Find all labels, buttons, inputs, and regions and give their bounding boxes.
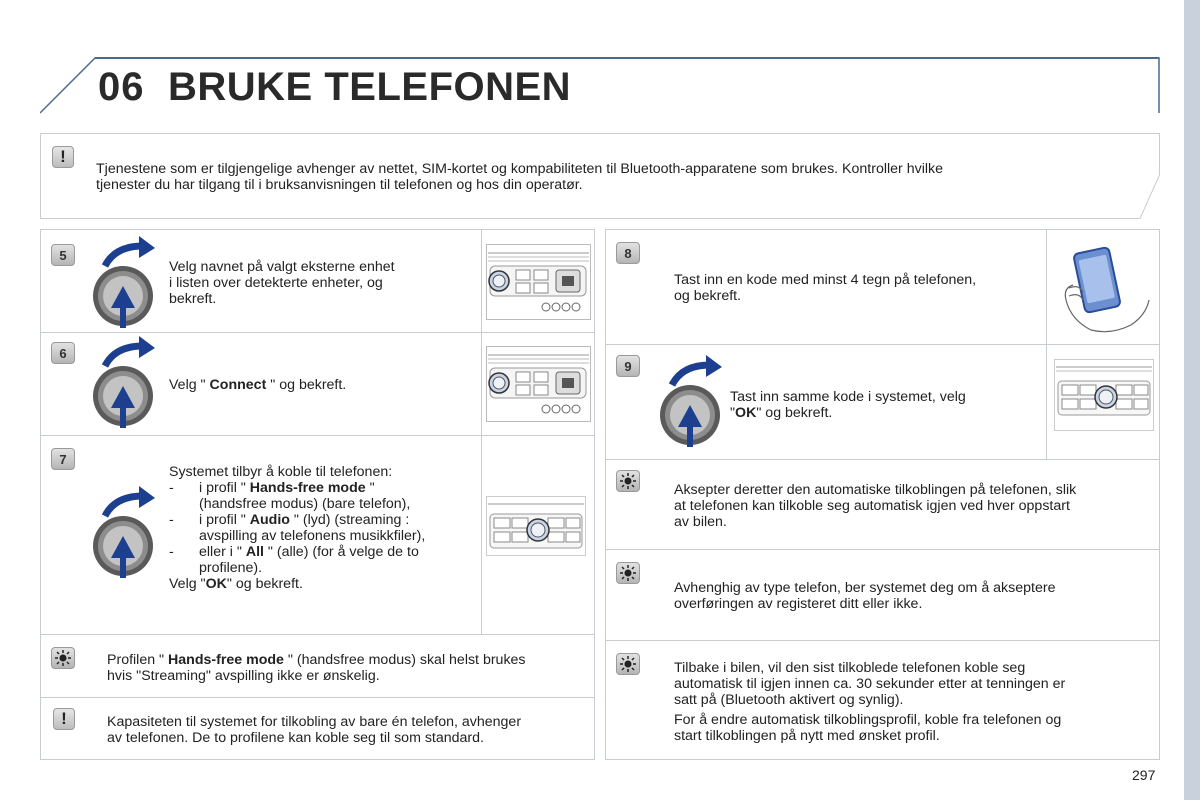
phone-in-hand-icon <box>1061 240 1156 335</box>
radio-panel-icon <box>486 496 586 556</box>
rotary-knob-icon <box>93 486 163 581</box>
sun-tip-icon <box>616 562 640 584</box>
step-5-text: Velg navnet på valgt eksterne enhet i listen over detekterte enheter, og bekreft. <box>169 259 395 307</box>
step-5-divider <box>481 230 482 332</box>
sun-tip-glyph <box>620 473 636 489</box>
step-number-5: 5 <box>51 244 75 266</box>
step-9-text: Tast inn samme kode i systemet, velg "OK" og bekreft. <box>730 389 966 421</box>
step-number-8: 8 <box>616 242 640 264</box>
rotary-knob-icon <box>93 336 163 431</box>
step-8-divider <box>1046 230 1047 344</box>
exclamation-icon: ! <box>52 146 74 168</box>
profile-tip-box <box>40 634 595 698</box>
list-item: - i profil " Audio " (lyd) (streaming : avspilling av telefonens musikkfiler), <box>169 512 426 544</box>
step-7-divider <box>481 436 482 634</box>
radio-panel-icon <box>1054 359 1154 431</box>
rotary-knob-icon <box>660 355 730 450</box>
tip-register-box <box>605 549 1160 641</box>
step-number-6: 6 <box>51 342 75 364</box>
step-7-box <box>40 435 595 635</box>
sun-tip-icon <box>51 647 75 669</box>
step-9-box <box>605 344 1160 460</box>
capacity-note-text: Kapasiteten til systemet for tilkobling av bare én telefon, avhenger av telefonen. De to profilene kan koble seg til som standard. <box>107 714 522 746</box>
step-6-box <box>40 332 595 436</box>
exclamation-icon: ! <box>53 708 75 730</box>
capacity-note-box <box>40 697 595 760</box>
tip-register-text: Avhenghig av type telefon, ber systemet deg om å akseptere overføringen av registeret ditt eller ikke. <box>674 580 1056 612</box>
chapter-title: BRUKE TELEFONEN <box>168 65 572 109</box>
chapter-number: 06 <box>98 65 145 109</box>
sun-tip-glyph <box>55 650 71 666</box>
list-item: - i profil " Hands-free mode " (handsfree modus) (bare telefon), <box>169 480 411 512</box>
tip-accept-text: Aksepter deretter den automatiske tilkoblingen på telefonen, slik at telefonen kan tilkoble seg automatisk igjen ved hver oppstart av bilen. <box>674 482 1077 530</box>
step-number-9: 9 <box>616 355 640 377</box>
step-8-box <box>605 229 1160 345</box>
tip-reconnect-box <box>605 640 1160 760</box>
sun-tip-icon <box>616 653 640 675</box>
step-5-box <box>40 229 595 333</box>
sun-tip-glyph <box>620 565 636 581</box>
step-9-divider <box>1046 345 1047 459</box>
step-6-divider <box>481 333 482 435</box>
profile-list <box>169 480 469 576</box>
step-8-text: Tast inn en kode med minst 4 tegn på telefonen, og bekreft. <box>674 272 977 304</box>
radio-panel-icon <box>486 346 591 422</box>
page-edge <box>1184 0 1200 800</box>
step-6-text: Velg " Connect " og bekreft. <box>169 377 347 393</box>
rotary-knob-icon <box>93 236 163 331</box>
top-note-box <box>40 133 1160 219</box>
top-note-text: Tjenestene som er tilgjengelige avhenger av nettet, SIM-kortet og kompabiliteten til Bluetooth-apparatene som brukes. Kontroller hvilke tjenester du har tilgang til i bruksanvisningen til telefonen og hos din operatør. <box>96 161 943 193</box>
step-number-7: 7 <box>51 448 75 470</box>
step-7-text: Systemet tilbyr å koble til telefonen: - i profil " Hands-free mode " (handsfree modus) (bare telefon), - i profil " Audio " (lyd) (streaming : avspilling av telefonens musikkfiler), - eller i " All " (alle) (for å velge de to profilene). Velg "OK" og bekreft. <box>169 464 469 592</box>
list-item: - eller i " All " (alle) (for å velge de to profilene). <box>169 544 419 576</box>
chapter-header <box>40 57 1160 117</box>
radio-panel-icon <box>486 244 591 320</box>
tip-reconnect-text: Tilbake i bilen, vil den sist tilkoblede telefonen koble seg automatisk til igjen innen ca. 30 sekunder etter at tenningen er satt på (Bluetooth aktivert og synlig). For å endre automatisk tilkoblingsprofil, koble fra telefonen og start tilkoblingen på nytt med ønsket profil. <box>674 660 1066 744</box>
sun-tip-icon <box>616 470 640 492</box>
sun-tip-glyph <box>620 656 636 672</box>
tip-accept-box <box>605 459 1160 550</box>
page-number: 297 <box>1132 767 1156 783</box>
profile-tip-text: Profilen " Hands-free mode " (handsfree modus) skal helst brukes hvis "Streaming" avspilling ikke er ønskelig. <box>107 652 526 684</box>
